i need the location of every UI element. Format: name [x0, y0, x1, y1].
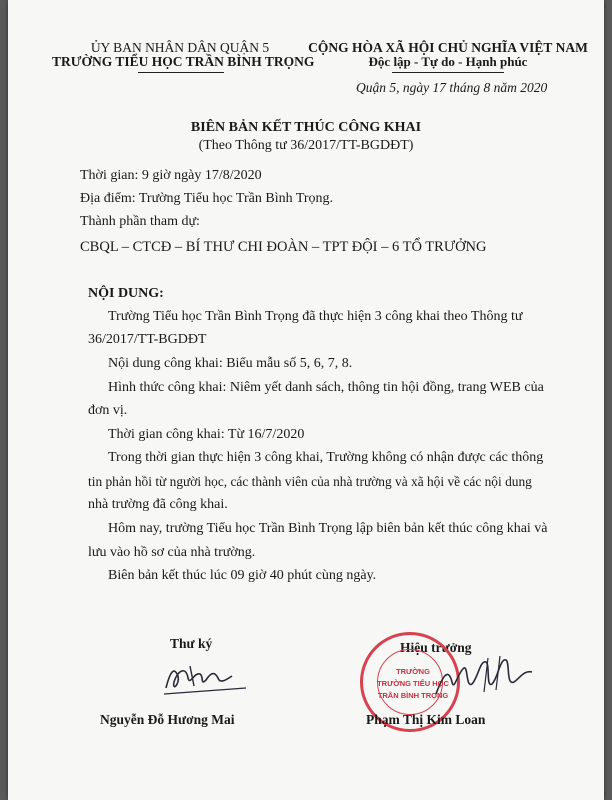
- paragraph-2: Nội dung công khai: Biểu mẫu số 5, 6, 7, 8.: [108, 356, 353, 371]
- content-heading: NỘI DUNG:: [88, 286, 164, 301]
- signature-right-name: Phạm Thị Kim Loan: [366, 712, 486, 727]
- paragraph-6-line-2: lưu vào hồ sơ của nhà trường.: [88, 545, 256, 560]
- document-title: BIÊN BẢN KẾT THÚC CÔNG KHAI: [190, 120, 422, 135]
- nation-underline: [392, 72, 504, 73]
- paragraph-1-line-1: Trường Tiểu học Trần Bình Trọng đã thực hiện 3 công khai theo Thông tư: [108, 309, 523, 324]
- meta-members-label: Thành phần tham dự:: [80, 214, 200, 229]
- org-underline: [138, 72, 224, 73]
- paragraph-5-line-3: nhà trường đã công khai.: [88, 497, 228, 512]
- signature-left-name: Nguyễn Đỗ Hương Mai: [100, 712, 235, 727]
- meta-place: Địa điểm: Trường Tiểu học Trần Bình Trọng.: [80, 191, 334, 206]
- signature-right-role: Hiệu trưởng: [400, 640, 472, 655]
- signature-right-scribble: [428, 648, 548, 708]
- paragraph-3-line-2: đơn vị.: [88, 403, 128, 418]
- org-line-1: ỦY BAN NHÂN DÂN QUẬN 5: [90, 40, 270, 55]
- paragraph-5-line-2: tin phản hồi từ người học, các thành viên của nhà trường và xã hội về các nội dung: [88, 474, 532, 489]
- paragraph-4: Thời gian công khai: Từ 16/7/2020: [108, 427, 305, 442]
- seal-text-2: TRƯỜNG TIỂU HỌC: [377, 679, 449, 688]
- org-line-2: TRƯỜNG TIỂU HỌC TRẦN BÌNH TRỌNG: [52, 54, 315, 69]
- document-subtitle: (Theo Thông tư 36/2017/TT-BGDĐT): [198, 138, 414, 153]
- meta-time: Thời gian: 9 giờ ngày 17/8/2020: [80, 168, 262, 183]
- paragraph-1-line-2: 36/2017/TT-BGDĐT: [88, 332, 207, 347]
- signature-left-role: Thư ký: [170, 636, 213, 651]
- paragraph-6-line-1: Hôm nay, trường Tiểu học Trần Bình Trọng lập biên bản kết thúc công khai và: [108, 521, 548, 536]
- paragraph-3-line-1: Hình thức công khai: Niêm yết danh sách, thông tin hội đồng, trang WEB của: [108, 380, 544, 395]
- meta-members: CBQL – CTCĐ – BÍ THƯ CHI ĐOÀN – TPT ĐỘI – 6 TỔ TRƯỞNG: [80, 239, 487, 255]
- date-line: Quận 5, ngày 17 tháng 8 năm 2020: [356, 80, 548, 95]
- nation-line-1: CỘNG HÒA XÃ HỘI CHỦ NGHĨA VIỆT NAM: [308, 40, 588, 55]
- seal-text-3: TRẦN BÌNH TRỌNG: [377, 691, 449, 700]
- signature-left-scribble: [160, 652, 250, 702]
- document-page: [8, 0, 604, 800]
- paragraph-7: Biên bản kết thúc lúc 09 giờ 40 phút cùng ngày.: [108, 568, 377, 583]
- paragraph-5-line-1: Trong thời gian thực hiện 3 công khai, Trường không có nhận được các thông: [108, 450, 544, 465]
- seal-text-1: TRƯỜNG: [396, 667, 430, 676]
- nation-line-2: Độc lập - Tự do - Hạnh phúc: [368, 54, 528, 69]
